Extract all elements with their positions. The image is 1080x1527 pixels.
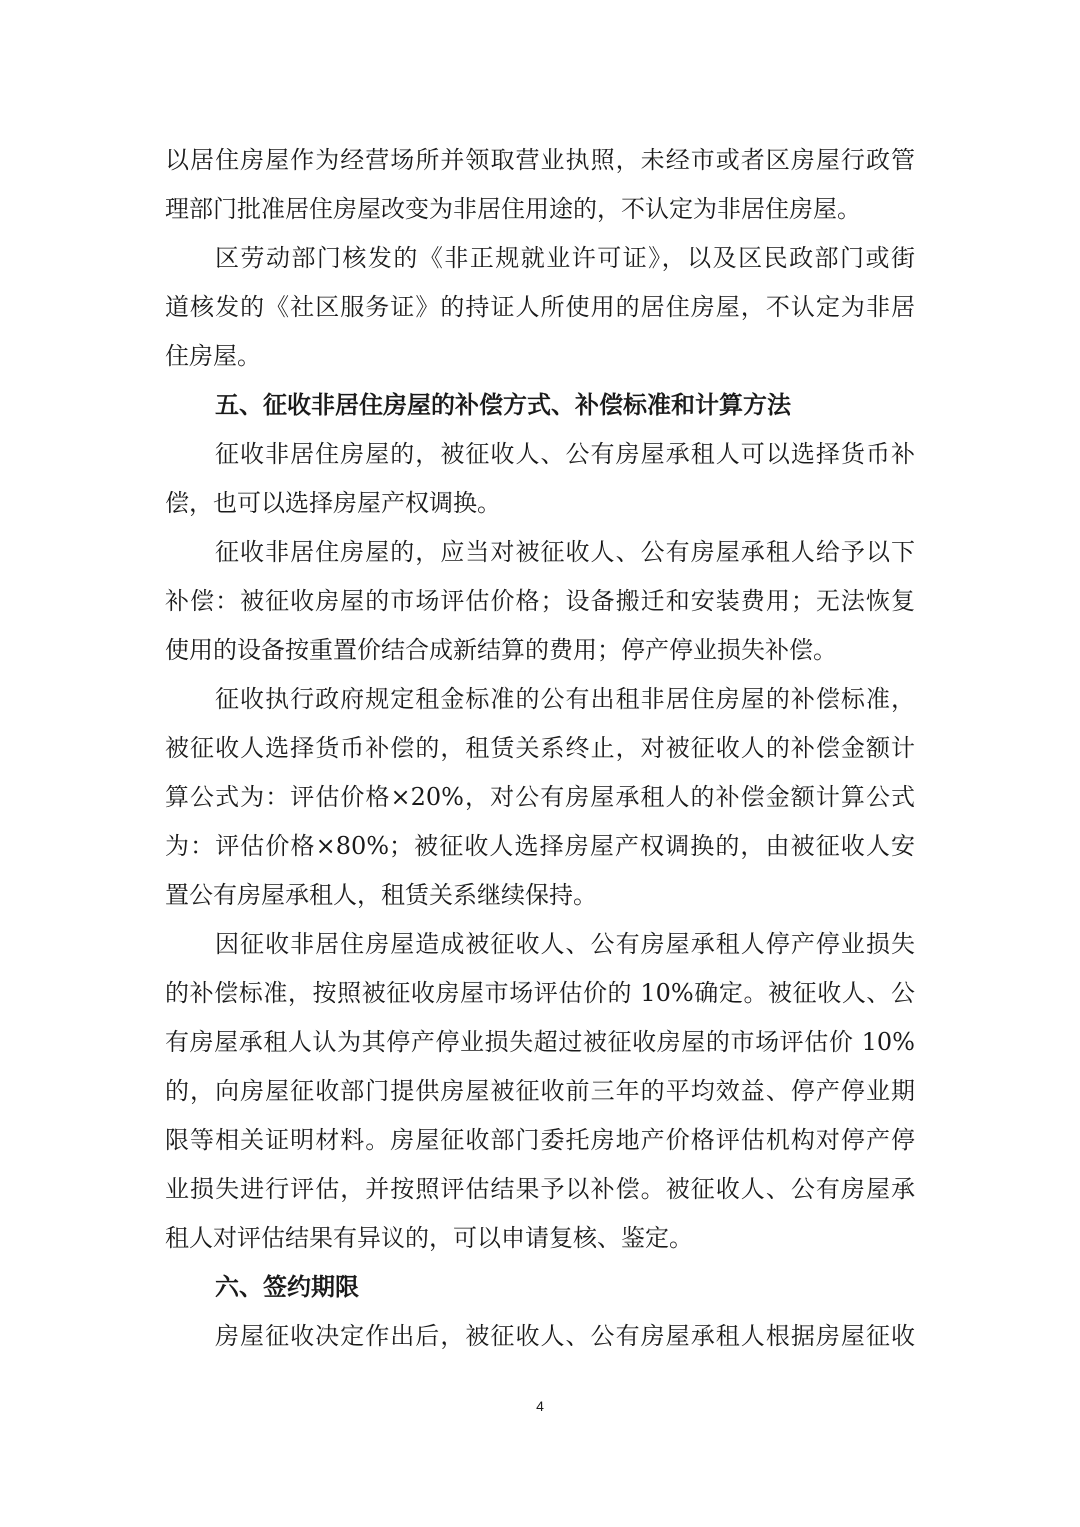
text-line: 征收非居住房屋的，应当对被征收人、公有房屋承租人给予以下: [215, 538, 915, 566]
text-line: 征收非居住房屋的，被征收人、公有房屋承租人可以选择货币补: [215, 440, 915, 468]
text-line: 住房屋。: [165, 342, 261, 370]
text-line: 理部门批准居住房屋改变为非居住用途的，不认定为非居住房屋。: [165, 195, 861, 223]
text-line: 业损失进行评估，并按照评估结果予以补偿。被征收人、公有房屋承: [165, 1175, 915, 1203]
text-line: 算公式为：评估价格×20%，对公有房屋承租人的补偿金额计算公式: [165, 783, 915, 811]
text-line: 征收执行政府规定租金标准的公有出租非居住房屋的补偿标准，: [215, 685, 915, 713]
text-line: 置公有房屋承租人，租赁关系继续保持。: [165, 881, 597, 909]
text-line: 补偿：被征收房屋的市场评估价格；设备搬迁和安装费用；无法恢复: [165, 587, 915, 615]
text-line: 被征收人选择货币补偿的，租赁关系终止，对被征收人的补偿金额计: [165, 734, 915, 762]
text-line: 租人对评估结果有异议的，可以申请复核、鉴定。: [165, 1224, 693, 1252]
text-line: 以居住房屋作为经营场所并领取营业执照，未经市或者区房屋行政管: [165, 146, 915, 174]
text-line: 因征收非居住房屋造成被征收人、公有房屋承租人停产停业损失: [215, 930, 915, 958]
document-body: [165, 136, 915, 1361]
text-line: 区劳动部门核发的《非正规就业许可证》，以及区民政部门或街: [215, 244, 915, 272]
text-line: 房屋征收决定作出后，被征收人、公有房屋承租人根据房屋征收: [215, 1322, 915, 1350]
text-line: 限等相关证明材料。房屋征收部门委托房地产价格评估机构对停产停: [165, 1126, 915, 1154]
page-number: 4: [536, 1398, 544, 1414]
text-line: 使用的设备按重置价结合成新结算的费用；停产停业损失补偿。: [165, 636, 837, 664]
text-line: 道核发的《社区服务证》的持证人所使用的居住房屋，不认定为非居: [165, 293, 915, 321]
text-line: 的，向房屋征收部门提供房屋被征收前三年的平均效益、停产停业期: [165, 1077, 915, 1105]
text-line: 的补偿标准，按照被征收房屋市场评估价的 10%确定。被征收人、公: [165, 979, 915, 1007]
text-line: 有房屋承租人认为其停产停业损失超过被征收房屋的市场评估价 10%: [165, 1028, 915, 1056]
text-line: 偿，也可以选择房屋产权调换。: [165, 489, 501, 517]
section-heading-5: 五、征收非居住房屋的补偿方式、补偿标准和计算方法: [215, 391, 791, 419]
text-line: 为：评估价格×80%；被征收人选择房屋产权调换的，由被征收人安: [165, 832, 915, 860]
section-heading-6: 六、签约期限: [215, 1273, 359, 1301]
